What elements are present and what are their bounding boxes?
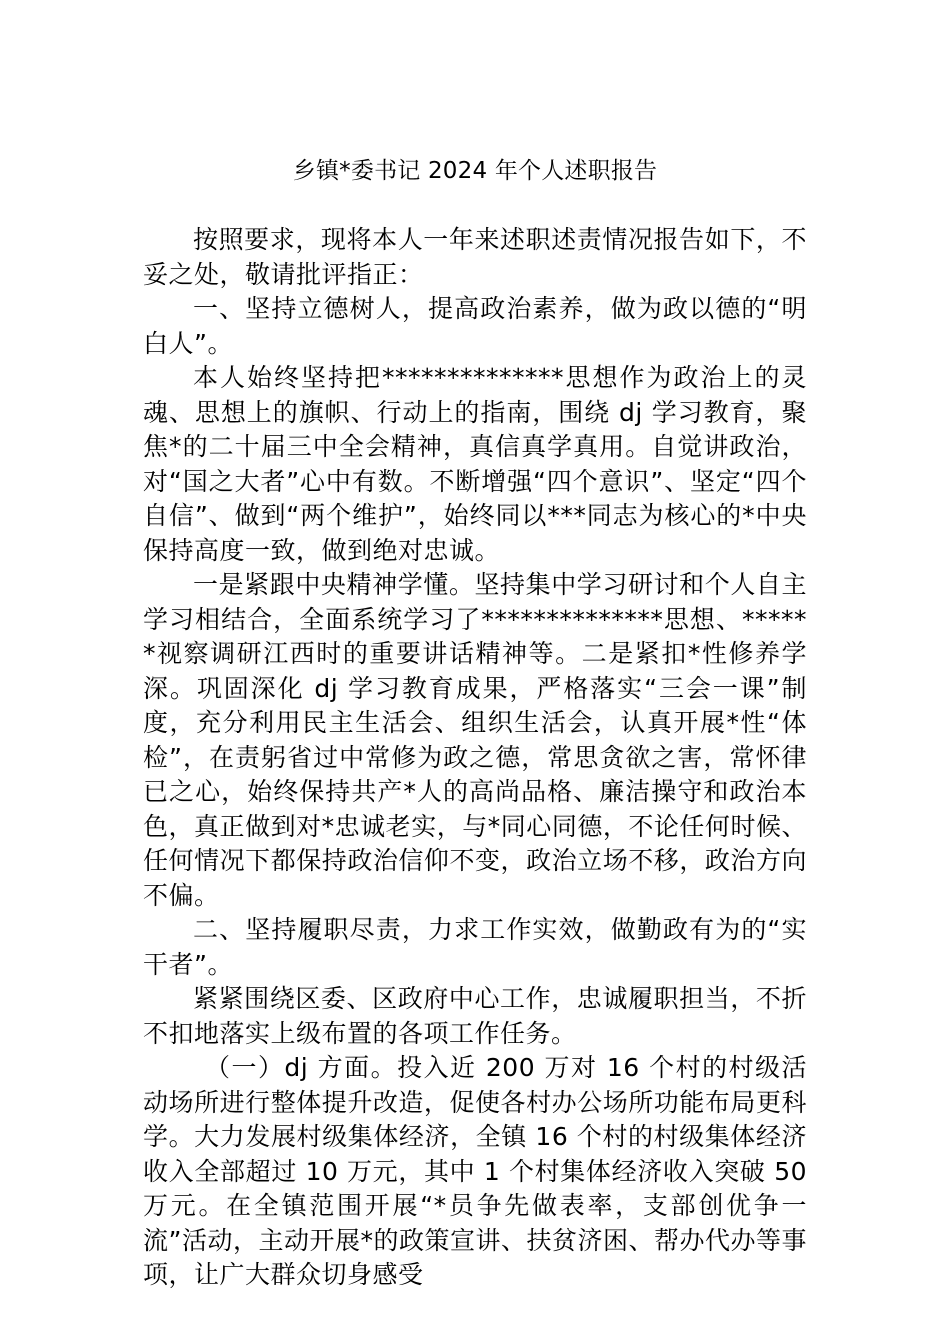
paragraph: 一是紧跟中央精神学懂。坚持集中学习研讨和个人自主学习相结合，全面系统学习了**************思想、******视察调研江西时的重要讲话精神等。二是紧扣*性修养学深。巩固深化 dj 学习教育成果，严格落实“三会一课”制度，充分利用民主生活会、组织生活会，认真开展*性“体检”，在责躬省过中常修为政之德，常思贪欲之害，常怀律已之心，始终保持共产*人的高尚品格、廉洁操守和政治本色，真正做到对*忠诚老实，与*同心同德，不论任何时候、任何情况下都保持政治信仰不变，政治立场不移，政治方向不偏。 <box>143 570 807 910</box>
subsection-paragraph: （一）dj 方面。投入近 200 万对 16 个村的村级活动场所进行整体提升改造，促使各村办公场所功能布局更科学。大力发展村级集体经济，全镇 16 个村的村级集体经济收入全部超过 10 万元，其中 1 个村集体经济收入突破 50 万元。在全镇范围开展“*员争先做表率，支部创优争一流”活动，主动开展*的政策宣讲、扶贫济困、帮办代办等事项，让广大群众切身感受 <box>143 1053 807 1289</box>
document-title: 乡镇*委书记 2024 年个人述职报告 <box>292 158 658 184</box>
section-heading-1: 一、坚持立德树人，提高政治素养，做为政以德的“明白人”。 <box>143 294 807 358</box>
document-body <box>143 223 807 1293</box>
paragraph-intro: 按照要求，现将本人一年来述职述责情况报告如下，不妥之处，敬请批评指正： <box>143 225 807 289</box>
section-heading-2: 二、坚持履职尽责，力求工作实效，做勤政有为的“实干者”。 <box>143 915 807 979</box>
paragraph: 本人始终坚持把**************思想作为政治上的灵魂、思想上的旗帜、行动上的指南，围绕 dj 学习教育，聚焦*的二十届三中全会精神，真信真学真用。自觉讲政治，对“国之大者”心中有数。不断增强“四个意识”、坚定“四个自信”、做到“两个维护”，始终同以***同志为核心的*中央保持高度一致，做到绝对忠诚。 <box>143 363 807 565</box>
paragraph: 紧紧围绕区委、区政府中心工作，忠诚履职担当，不折不扣地落实上级布置的各项工作任务。 <box>143 984 807 1048</box>
